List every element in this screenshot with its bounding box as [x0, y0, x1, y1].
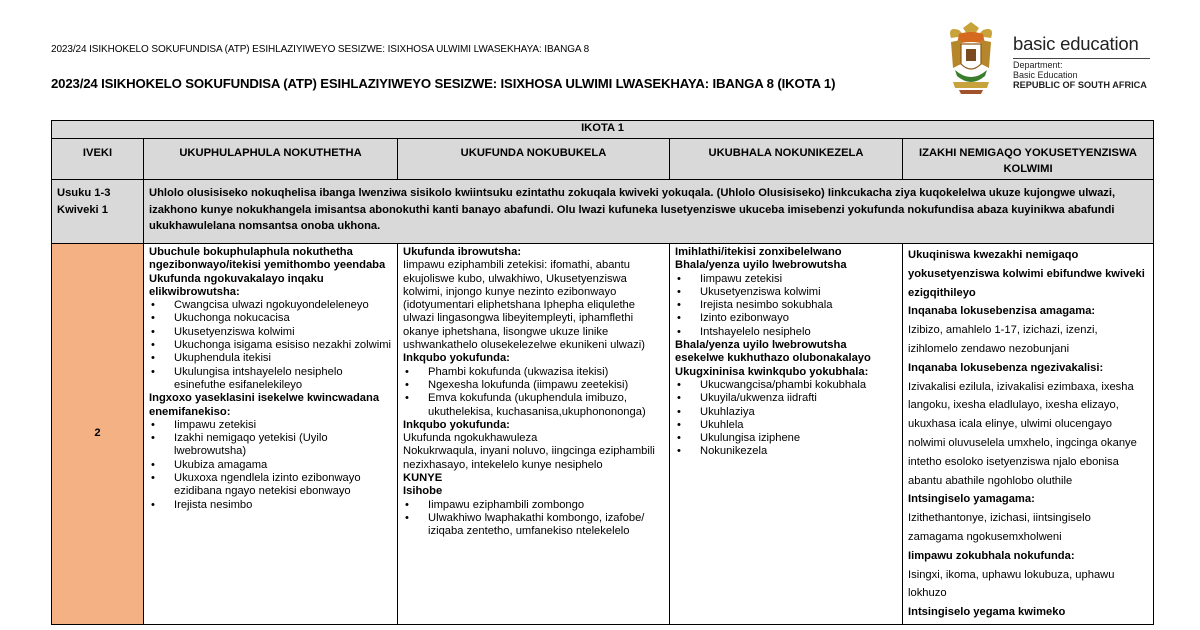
header-main-title: 2023/24 ISIKHOKELO SOKUFUNDISA (ATP) ESIHLAZIYIWEYO SESIZWE: ISIXHOSA ULWIMI LWASEKHAYA: IBANGA 8 (IKOTA 1) [51, 76, 836, 91]
logo-country: REPUBLIC OF SOUTH AFRICA [1013, 80, 1147, 90]
language-word-level-heading: Inqanaba lokusebenzisa amagama: [908, 305, 1096, 318]
reading-and-label: KUNYE [403, 472, 443, 485]
logo-department-label: Department: [1013, 60, 1063, 70]
list-item: • Iimpawu eziphambili zombongo [403, 499, 664, 512]
col-header-reading: UKUFUNDA NOKUBUKELA [398, 139, 670, 180]
reading-process-heading-2: Inkqubo yokufunda: [403, 418, 510, 431]
language-punctuation-heading: Iimpawu zokubhala nokufunda: [908, 549, 1075, 562]
list-item: • Ukuchonga nokucacisa [149, 312, 392, 325]
atp-table [51, 120, 1154, 625]
list-item: • Iimpawu zetekisi [149, 419, 392, 432]
week-1-days: Usuku 1-3 [57, 187, 111, 199]
reading-list-2 [403, 499, 664, 539]
list-item: • Ukuhlaziya [675, 406, 897, 419]
listening-heading: Ubuchule bokuphulaphula nokuthetha ngezibonwayo/itekisi yemithombo yeendaba [149, 246, 386, 272]
week-1-week: Kwiveki 1 [57, 203, 108, 216]
listening-subheading: Ukufunda ngokuvakalayo inqaku elikwibrowutsha: [149, 272, 324, 298]
language-sentence-level-heading: Inqanaba lokusebenza ngezivakalisi: [908, 361, 1104, 374]
list-item: • Ukucwangcisa/phambi kokubhala [675, 379, 897, 392]
week-2-label: 2 [52, 244, 144, 625]
list-item: • Ulwakhiwo lwaphakathi kombongo, izafobe/ iziqaba zentetho, umfanekiso ntelekelelo [403, 512, 664, 539]
list-item: • Iimpawu zetekisi [675, 273, 897, 286]
list-item: • Emva kokufunda (ukuphendula imibuzo, ukuthelekisa, kuchasanisa,ukuphonononga) [403, 392, 664, 419]
reading-features: Iimpawu eziphambili zetekisi: ifomathi, abantu ekujoliswe kubo, ulwakhiwo, Ukusetyenziswa kolwimi, injongo kunye nezinto ezibonwayo [403, 259, 630, 298]
logo-department-name: Basic Education [1013, 70, 1078, 80]
language-word-level: Izibizo, amahlelo 1-17, izichazi, izenzi, izihlomelo zendawo nezobunjani [908, 324, 1098, 355]
list-item: • Ngexesha lokufunda (iimpawu zeetekisi) [403, 379, 664, 392]
language-word-meaning-heading: Intsingiselo yamagama: [908, 493, 1035, 506]
week-1-label [52, 180, 144, 244]
logo-divider [1013, 58, 1150, 59]
writing-cell [670, 244, 903, 625]
list-item: • Ukusetyenziswa kolwimi [675, 286, 897, 299]
writing-subheading: Bhala/yenza uyilo lwebrowutsha [675, 259, 847, 272]
list-item: • Irejista nesimbo sokubhala [675, 299, 897, 312]
reading-scanning: Nokukrwaqula, inyani noluvo, iingcinga eziphambili nezixhasayo, intekelelo kunye nesiphelo [403, 445, 655, 471]
writing-visual-heading: Bhala/yenza uyilo lwebrowutsha esekelwe kukhuthazo olubonakalayo [675, 339, 871, 365]
term-header: IKOTA 1 [52, 121, 1154, 139]
coat-of-arms-icon [945, 20, 997, 96]
language-word-meaning: Izithethantonye, izichasi, iintsingiselo zamagama ngokusemxholweni [908, 512, 1091, 543]
header-small-title: 2023/24 ISIKHOKELO SOKUFUNDISA (ATP) ESIHLAZIYIWEYO SESIZWE: ISIXHOSA ULWIMI LWASEKHAYA: IBANGA 8 [51, 44, 590, 55]
col-header-writing: UKUBHALA NOKUNIKEZELA [670, 139, 903, 180]
language-context-heading: Intsingiselo yegama kwimeko [908, 606, 1066, 619]
list-item: • Ukulungisa intshayelelo nesiphelo esinefuthe esifanelekileyo [149, 366, 392, 393]
logo-title: basic education [1013, 33, 1139, 54]
reading-list-1 [403, 366, 664, 419]
listening-list-2 [149, 419, 392, 512]
listening-discussion-heading: Ingxoxo yaseklasini isekelwe kwincwadana enemifanekiso: [149, 392, 380, 418]
list-item: • Ukuyila/ukwenza iidrafti [675, 392, 897, 405]
baseline-assessment-note: Uhlolo olusisiseko nokuqhelisa ibanga lwenziwa sisikolo kwiintsuku ezintathu zokuqala kwiveki yokuqala. (Uhlolo Olusisiseko) Iinkcukacha ziya kuqokelelwa ukuze kujongwe ulwazi, izakhono kunye nokukhangela imisantsa abonokuthi kanti banayo abafundi. Olu lwazi kufuneka lusetyenziswe ukuceba imisebenzi yokufunda nokufundisa abaza kuyinikwa abafundi ukukhawulelana nomsantsa onoba ukhona. [144, 180, 1154, 244]
reading-process-heading: Inkqubo yokufunda: [403, 352, 510, 365]
language-cell [903, 244, 1154, 625]
list-item: • Izakhi nemigaqo yetekisi (Uyilo lwebrowutsha) [149, 432, 392, 459]
language-punctuation: Isingxi, ikoma, uphawu lokubuza, uphawu lokhuzo [908, 568, 1115, 600]
department-logo [945, 20, 1155, 100]
list-item: • Cwangcisa ulwazi ngokuyondeleleneyo [149, 299, 392, 312]
listening-cell [144, 244, 398, 625]
list-item: • Intshayelelo nesiphelo [675, 326, 897, 339]
list-item: • Ukubiza amagama [149, 459, 392, 472]
writing-list-2 [675, 379, 897, 459]
listening-list-1 [149, 299, 392, 392]
reading-heading: Ukufunda ibrowutsha: [403, 246, 522, 258]
list-item: • Nokunikezela [675, 445, 897, 458]
col-header-language: IZAKHI NEMIGAQO YOKUSETYENZISWA KOLWIMI [903, 139, 1154, 180]
language-sentence-level: Izivakalisi ezilula, izivakalisi ezimbaxa, ixesha langoku, ixesha eladlulayo, ixesha elizayo, ukuxhasa icala elinye, ulwimi olucengayo nolwimi oluvuselela umxhelo, ingcinga okanye intetho esoloko isetyenziswa njalo ebonisa abantu abathile ngohlobo oluthile [908, 380, 1137, 487]
writing-heading: Imihlathi/itekisi zonxibelelwano [675, 246, 842, 258]
writing-process-heading: Ukugxininisa kwinkqubo yokubhala: [675, 365, 869, 378]
list-item: • Irejista nesimbo [149, 499, 392, 512]
reading-cell [398, 244, 670, 625]
reading-poem-heading: Isihobe [403, 485, 443, 498]
list-item: • Ukuchonga isigama esisiso nezakhi zolwimi [149, 339, 392, 352]
reading-skimming: Ukufunda ngokukhawuleza [403, 432, 538, 445]
language-heading: Ukuqiniswa kwezakhi nemigaqo yokusetyenziswa kolwimi ebifundwe kwiveki ezigqithileyo [908, 249, 1145, 299]
list-item: • Ukuphendula itekisi [149, 352, 392, 365]
list-item: • Ukuhlela [675, 419, 897, 432]
list-item: • Ukulungisa iziphene [675, 432, 897, 445]
col-header-listening: UKUPHULAPHULA NOKUTHETHA [144, 139, 398, 180]
list-item: • Phambi kokufunda (ukwazisa itekisi) [403, 366, 664, 379]
list-item: • Izinto ezibonwayo [675, 312, 897, 325]
list-item: • Ukusetyenziswa kolwimi [149, 326, 392, 339]
writing-list-1 [675, 273, 897, 339]
list-item: • Ukuxoxa ngendlela izinto ezibonwayo ezidibana ngayo netekisi ebonwayo [149, 472, 392, 499]
col-header-week: IVEKI [52, 139, 144, 180]
reading-brochure-definition: (idotyumentari eliphetshana Iphepha eliqulethe ulwazi lingasongwa libeyitempleyti, iphamflethi okanye iphetshana, lisongwe ukuze linike ushwankathelo olusekelezelwe ekunikeni ulwazi) [403, 299, 645, 352]
